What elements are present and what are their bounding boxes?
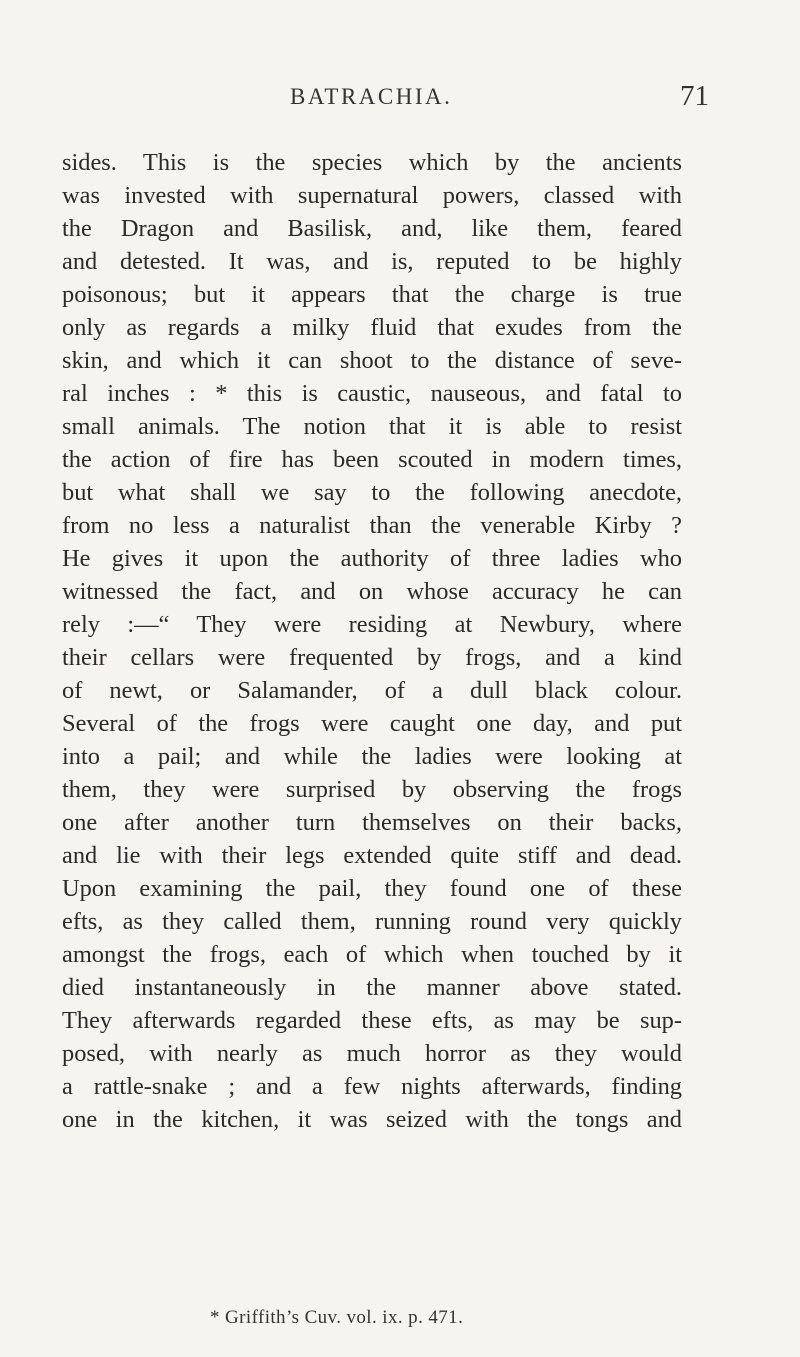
footnote: * Griffith’s Cuv. vol. ix. p. 471. [210, 1307, 464, 1328]
text-line: from no less a naturalist than the venerable Kirby ? [62, 512, 682, 539]
text-line: a rattle-snake ; and a few nights afterwards, finding [62, 1073, 682, 1100]
text-line: their cellars were frequented by frogs, and a kind [62, 644, 682, 671]
text-line: one in the kitchen, it was seized with the tongs and [62, 1106, 682, 1133]
text-line: the Dragon and Basilisk, and, like them, feared [62, 215, 682, 242]
text-line: skin, and which it can shoot to the distance of seve- [62, 347, 682, 374]
text-line: but what shall we say to the following anecdote, [62, 479, 682, 506]
text-line: only as regards a milky fluid that exudes from the [62, 314, 682, 341]
text-line: amongst the frogs, each of which when touched by it [62, 941, 682, 968]
text-line: small animals. The notion that it is able to resist [62, 413, 682, 440]
text-line: and detested. It was, and is, reputed to be highly [62, 248, 682, 275]
text-line: ral inches : * this is caustic, nauseous, and fatal to [62, 380, 682, 407]
text-line: sides. This is the species which by the ancients [62, 149, 682, 176]
text-line: into a pail; and while the ladies were looking at [62, 743, 682, 770]
text-line: the action of fire has been scouted in modern times, [62, 446, 682, 473]
running-title: BATRACHIA. [290, 84, 453, 109]
text-line: died instantaneously in the manner above stated. [62, 974, 682, 1001]
text-line: efts, as they called them, running round very quickly [62, 908, 682, 935]
text-line: of newt, or Salamander, of a dull black colour. [62, 677, 682, 704]
text-line: posed, with nearly as much horror as they would [62, 1040, 682, 1067]
text-line: and lie with their legs extended quite stiff and dead. [62, 842, 682, 869]
text-line: Upon examining the pail, they found one of these [62, 875, 682, 902]
page-number: 71 [680, 80, 709, 112]
body-text [62, 146, 682, 1136]
text-line: was invested with supernatural powers, classed with [62, 182, 682, 209]
text-line: He gives it upon the authority of three ladies who [62, 545, 682, 572]
text-line: them, they were surprised by observing the frogs [62, 776, 682, 803]
text-line: witnessed the fact, and on whose accuracy he can [62, 578, 682, 605]
text-line: poisonous; but it appears that the charge is true [62, 281, 682, 308]
text-line: rely :—“ They were residing at Newbury, where [62, 611, 682, 638]
text-line: They afterwards regarded these efts, as may be sup- [62, 1007, 682, 1034]
text-line: Several of the frogs were caught one day, and put [62, 710, 682, 737]
text-line: one after another turn themselves on their backs, [62, 809, 682, 836]
